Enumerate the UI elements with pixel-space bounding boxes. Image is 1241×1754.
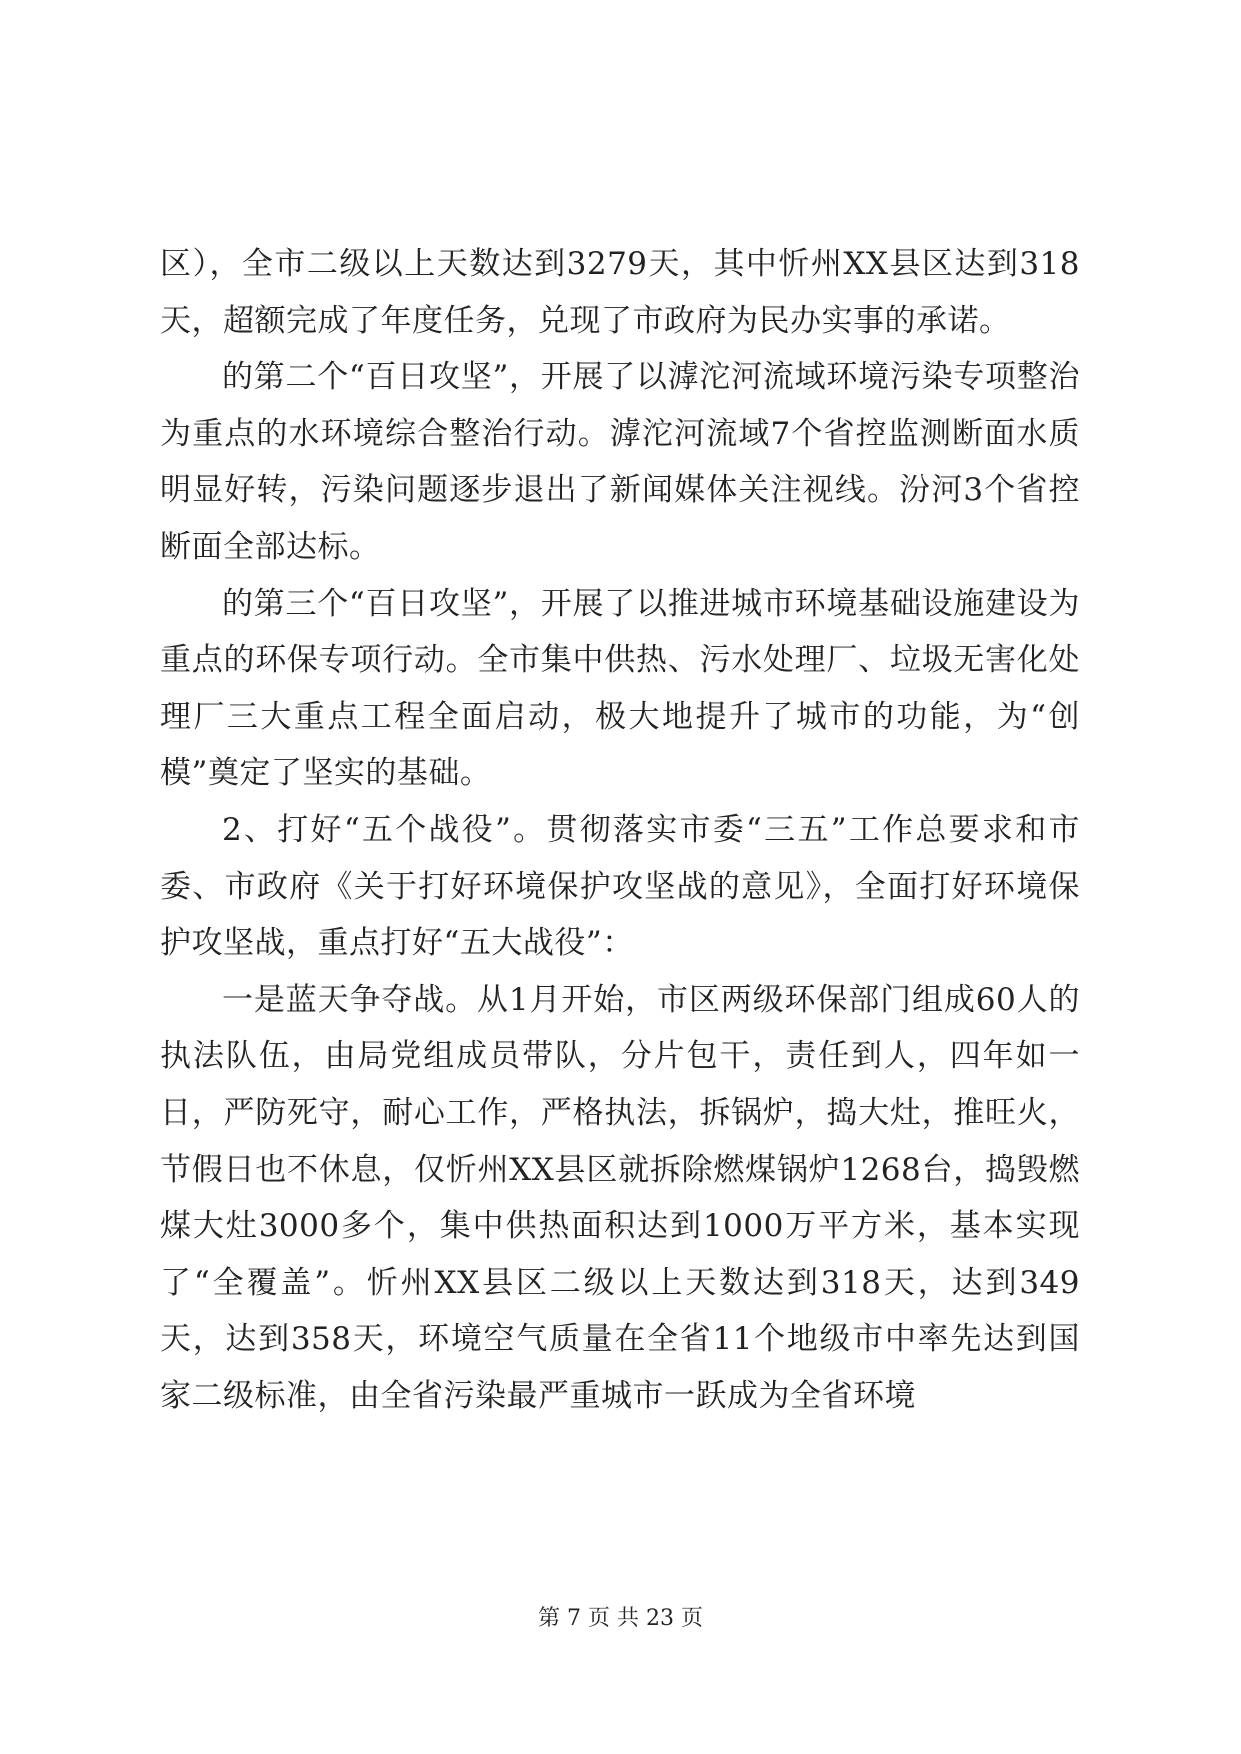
document-body	[160, 236, 1080, 1424]
paragraph-3: 的第三个“百日攻坚”，开展了以推进城市环境基础设施建设为重点的环保专项行动。全市集中供热、污水处理厂、垃圾无害化处理厂三大重点工程全面启动，极大地提升了城市的功能，为“创模”奠定了坚实的基础。	[160, 585, 1080, 792]
paragraph-4: 2、打好“五个战役”。贯彻落实市委“三五”工作总要求和市委、市政府《关于打好环境保护攻坚战的意见》，全面打好环境保护攻坚战，重点打好“五大战役”：	[160, 811, 1080, 962]
page-number-footer: 第 7 页 共 23 页	[538, 1606, 703, 1631]
paragraph-1: 区），全市二级以上天数达到3279天，其中忻州XX县区达到318天，超额完成了年度任务，兑现了市政府为民办实事的承诺。	[160, 246, 1080, 339]
paragraph-2: 的第二个“百日攻坚”，开展了以滹沱河流域环境污染专项整治为重点的水环境综合整治行动。滹沱河流域7个省控监测断面水质明显好转，污染问题逐步退出了新闻媒体关注视线。汾河3个省控断面全部达标。	[160, 359, 1080, 565]
paragraph-5: 一是蓝天争夺战。从1月开始，市区两级环保部门组成60人的执法队伍，由局党组成员带队，分片包干，责任到人，四年如一日，严防死守，耐心工作，严格执法，拆锅炉，捣大灶，推旺火，节假日也不休息，仅忻州XX县区就拆除燃煤锅炉1268台，捣毁燃煤大灶3000多个，集中供热面积达到1000万平方米，基本实现了“全覆盖”。忻州XX县区二级以上天数达到318天，达到349天，达到358天，环境空气质量在全省11个地级市中率先达到国家二级标准，由全省污染最严重城市一跃成为全省环境	[160, 981, 1080, 1414]
